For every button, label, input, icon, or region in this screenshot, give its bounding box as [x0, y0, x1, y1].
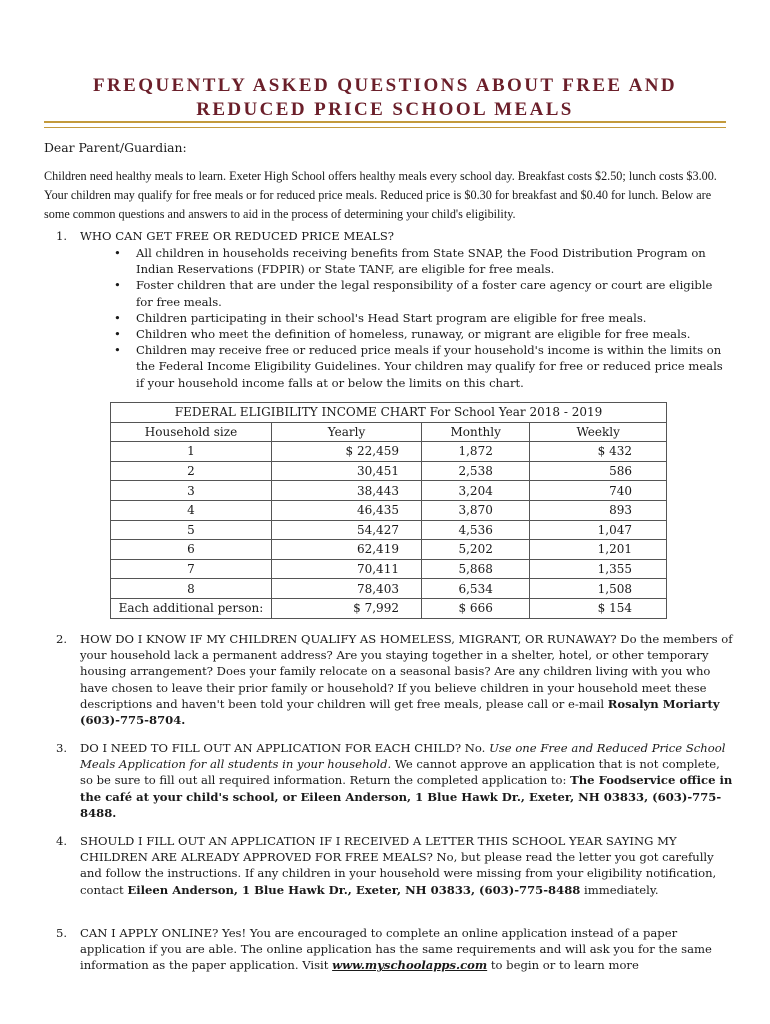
table-cell: 1,508 — [530, 579, 667, 599]
table-cell: 78,403 — [272, 579, 422, 599]
bullet-icon: • — [114, 246, 121, 260]
table-cell: 54,427 — [272, 520, 422, 540]
table-row — [111, 442, 667, 462]
faq-item-1 — [56, 228, 736, 244]
table-cell: 46,435 — [272, 500, 422, 520]
bullet-icon: • — [114, 310, 121, 325]
table-row — [111, 461, 667, 481]
table-cell: 3,204 — [421, 481, 529, 501]
table-cell: 5,868 — [421, 559, 529, 579]
column-header: Household size — [111, 422, 272, 442]
column-header: Monthly — [421, 422, 529, 442]
table-cell: 1 — [111, 442, 272, 462]
faq-item-3 — [56, 740, 736, 821]
list-item: • Children may receive free or reduced price meals if your household's income is within the limits on the Federal Income Eligibility Guidelines. Your children may qualify for free or reduced price meals if your household income falls at or below the limits on this chart. — [114, 343, 723, 390]
table-header-row — [111, 422, 667, 442]
contact-info: The Foodservice office in the café at your child's school, or Eileen Anderson, 1 Blue Hawk Dr., Exeter, NH 03833, (603)-775-8488. — [80, 773, 733, 820]
table-cell: Each additional person: — [111, 598, 272, 618]
table-cell: 6 — [111, 540, 272, 560]
income-eligibility-table — [110, 402, 667, 619]
list-item: • Children who meet the definition of homeless, runaway, or migrant are eligible for free meals. — [114, 327, 691, 342]
table-cell: $ 154 — [530, 598, 667, 618]
bullet-icon: • — [114, 343, 121, 358]
table-row — [111, 579, 667, 599]
table-cell: 6,534 — [421, 579, 529, 599]
table-cell: 30,451 — [272, 461, 422, 481]
table-cell: 2,538 — [421, 461, 529, 481]
bullet-icon: • — [114, 327, 121, 342]
table-cell: $ 22,459 — [272, 442, 422, 462]
title-line-1: FREQUENTLY ASKED QUESTIONS ABOUT FREE AND — [93, 75, 677, 96]
faq-number: 2. — [56, 632, 68, 646]
table-cell: 740 — [530, 481, 667, 501]
faq-item-5 — [56, 925, 736, 974]
page-title — [40, 74, 730, 122]
table-cell: 893 — [530, 500, 667, 520]
intro-paragraph: Children need healthy meals to learn. Exeter High School offers healthy meals every school day. Breakfast costs $2.50; lunch costs $3.00. Your children may qualify for free meals or for reduced price meals. Reduced price is $0.30 for breakfast and $0.40 for lunch. Below are some common questions and answers to aid in the process of determining your child's eligibility. — [44, 169, 717, 221]
list-item: • Foster children that are under the legal responsibility of a foster care agency or court are eligible for free meals. — [114, 278, 713, 309]
application-website-link[interactable]: www.myschoolapps.com — [332, 958, 488, 973]
table-cell: 1,355 — [530, 559, 667, 579]
faq-answer: HOW DO I KNOW IF MY CHILDREN QUALIFY AS HOMELESS, MIGRANT, OR RUNAWAY? Do the members of your household lack a permanent address? Are you staying together in a shelter, hotel, or other temporary housing arrangement? Does your family relocate on a seasonal basis? Are any children living with you who have chosen to leave their prior family or household? If you believe children in your household meet these descriptions and haven't been told your children will get free meals, please call or e-mail Rosalyn Moriarty (603)-775-8704. — [80, 632, 733, 728]
table-cell: 4 — [111, 500, 272, 520]
title-divider — [44, 121, 726, 128]
eligibility-list — [110, 245, 730, 391]
table-row — [111, 598, 667, 618]
column-header: Yearly — [272, 422, 422, 442]
table-cell: 586 — [530, 461, 667, 481]
table-cell: $ 7,992 — [272, 598, 422, 618]
table-cell: 4,536 — [421, 520, 529, 540]
table-cell: 3 — [111, 481, 272, 501]
faq-number: 1. — [56, 229, 68, 243]
list-item: • Children participating in their school's Head Start program are eligible for free meals. — [114, 310, 647, 325]
faq-answer: SHOULD I FILL OUT AN APPLICATION IF I RECEIVED A LETTER THIS SCHOOL YEAR SAYING MY CHILDREN ARE ALREADY APPROVED FOR FREE MEALS? No, but please read the letter you got carefully and follow the instructions. If any children in your household were missing from your eligibility notification, contact Eileen Anderson, 1 Blue Hawk Dr., Exeter, NH 03833, (603)-775-8488 immediately. — [80, 834, 717, 897]
salutation: Dear Parent/Guardian: — [44, 140, 187, 155]
table-cell: 70,411 — [272, 559, 422, 579]
faq-number: 4. — [56, 834, 68, 848]
faq-answer: CAN I APPLY ONLINE? Yes! You are encouraged to complete an online application instead of a paper application if you are able. The online application has the same requirements and will ask you for the same information as the paper application. Visit www.myschoolapps.com to begin or to learn more — [80, 926, 712, 973]
table-cell: 7 — [111, 559, 272, 579]
contact-info: Eileen Anderson, 1 Blue Hawk Dr., Exeter, NH 03833, (603)-775-8488 — [127, 882, 581, 897]
table-cell: 3,870 — [421, 500, 529, 520]
column-header: Weekly — [530, 422, 667, 442]
table-cell: 62,419 — [272, 540, 422, 560]
title-line-2: REDUCED PRICE SCHOOL MEALS — [196, 99, 574, 120]
table-row — [111, 520, 667, 540]
list-item: • All children in households receiving benefits from State SNAP, the Food Distribution Program on Indian Reservations (FDPIR) or State TANF, are eligible for free meals. — [114, 246, 706, 277]
faq-item-4 — [56, 833, 736, 898]
table-cell: 38,443 — [272, 481, 422, 501]
table-cell: 2 — [111, 461, 272, 481]
table-caption-row — [111, 403, 667, 423]
table-row — [111, 559, 667, 579]
table-cell: 8 — [111, 579, 272, 599]
table-cell: 5 — [111, 520, 272, 540]
table-row — [111, 481, 667, 501]
faq-item-2 — [56, 631, 736, 728]
faq-question: WHO CAN GET FREE OR REDUCED PRICE MEALS? — [80, 229, 395, 243]
table-cell: $ 432 — [530, 442, 667, 462]
table-caption: FEDERAL ELIGIBILITY INCOME CHART For School Year 2018 - 2019 — [111, 403, 667, 423]
table-cell: 1,047 — [530, 520, 667, 540]
faq-answer: DO I NEED TO FILL OUT AN APPLICATION FOR EACH CHILD? No. Use one Free and Reduced Price School Meals Application for all students in your household. We cannot approve an application that is not complete, so be sure to fill out all required information. Return the completed application to: The Foodservice office in the café at your child's school, or Eileen Anderson, 1 Blue Hawk Dr., Exeter, NH 03833, (603)-775-8488. — [80, 741, 733, 820]
bullet-icon: • — [114, 278, 121, 293]
table-cell: 1,872 — [421, 442, 529, 462]
contact-info: Rosalyn Moriarty (603)-775-8704. — [80, 696, 720, 728]
table-row — [111, 500, 667, 520]
table-cell: 1,201 — [530, 540, 667, 560]
table-cell: 5,202 — [421, 540, 529, 560]
faq-number: 5. — [56, 926, 68, 940]
table-row — [111, 540, 667, 560]
faq-number: 3. — [56, 741, 68, 755]
table-cell: $ 666 — [421, 598, 529, 618]
